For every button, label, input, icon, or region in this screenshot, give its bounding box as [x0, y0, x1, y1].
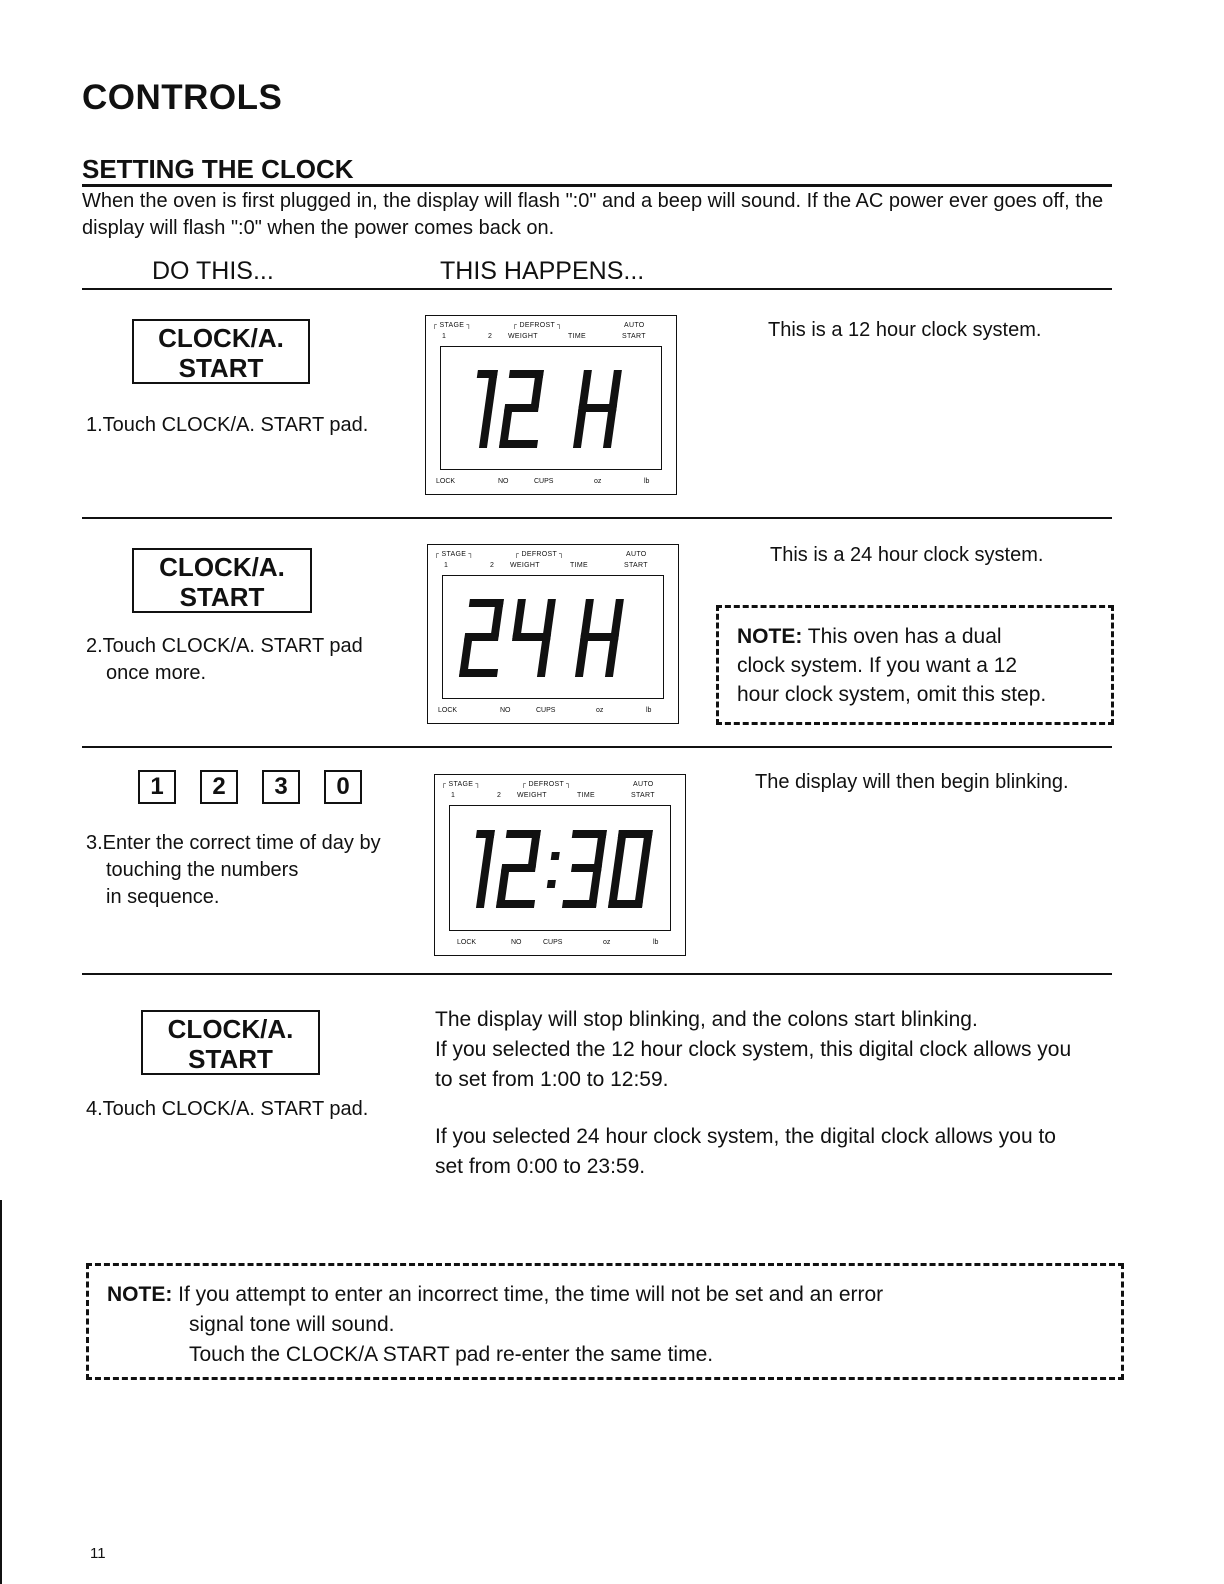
- note-label: NOTE:: [737, 625, 803, 648]
- column-rule: [82, 288, 1112, 290]
- step-4-instruction: 4.Touch CLOCK/A. START pad.: [86, 1098, 369, 1120]
- lcd-display-2: ┌ STAGE ┐ 1 2 ┌ DEFROST ┐ WEIGHT TIME AUTO START LOCK NO CUPS oz lb: [427, 544, 679, 724]
- clock-start-pad-4[interactable]: [141, 1010, 320, 1075]
- step-1-description: This is a 12 hour clock system.: [768, 319, 1042, 341]
- step-divider-3: [82, 973, 1112, 975]
- step-3-description: The display will then begin blinking.: [755, 771, 1069, 793]
- intro-text: When the oven is first plugged in, the display will flash ":0" and a beep will sound. If the AC power ever goes off, the display will flash ":0" when the power comes back on.: [82, 190, 1104, 239]
- lcd-screen: [440, 346, 662, 470]
- step-2-description: This is a 24 hour clock system.: [770, 544, 1044, 566]
- column-do-this: DO THIS...: [152, 257, 274, 285]
- lcd-readout-12h: [441, 347, 661, 469]
- number-keys: [138, 770, 378, 810]
- page-number: 11: [90, 1545, 106, 1562]
- number-key-1[interactable]: 1: [138, 770, 176, 804]
- clock-start-pad-2[interactable]: [132, 548, 312, 613]
- step-3-instruction: 3.Enter the correct time of day by touching the numbers in sequence.: [86, 832, 381, 908]
- lcd-readout-1230: [450, 806, 670, 930]
- dual-clock-note: NOTE: This oven has a dual clock system. If you want a 12 hour clock system, omit this step.: [716, 605, 1114, 725]
- clock-start-pad-1[interactable]: [132, 319, 310, 384]
- section-title: SETTING THE CLOCK: [82, 154, 354, 184]
- pad-label-line1: CLOCK/A.: [158, 323, 284, 353]
- lcd-screen: [449, 805, 671, 931]
- pad-label-line1: CLOCK/A.: [167, 1014, 294, 1044]
- step-4-description: The display will stop blinking, and the colons start blinking. If you selected the 12 hour clock system, this digital clock allows you to set from 1:00 to 12:59. If you selected 24 hour clock system, the digital clock allows you to set from 0:00 to 23:59.: [435, 1008, 1072, 1178]
- pad-label-line2: START: [188, 1044, 273, 1074]
- step-divider-1: [82, 517, 1112, 519]
- number-key-2[interactable]: 2: [200, 770, 238, 804]
- step-2-instruction: 2.Touch CLOCK/A. START pad once more.: [86, 635, 363, 684]
- lcd-display-3: ┌ STAGE ┐ 1 2 ┌ DEFROST ┐ WEIGHT TIME AUTO START LOCK NO CUPS oz lb: [434, 774, 686, 956]
- lcd-screen: [442, 575, 664, 699]
- section-rule: [82, 184, 1112, 187]
- lcd-display-1: ┌ STAGE ┐ 1 2 ┌ DEFROST ┐ WEIGHT TIME AUTO START LOCK NO CUPS oz lb: [425, 315, 677, 495]
- pad-label-line2: START: [179, 582, 265, 612]
- left-edge-line: [0, 1200, 2, 1584]
- pad-label-line2: START: [178, 353, 264, 383]
- page-title: CONTROLS: [82, 78, 283, 117]
- column-this-happens: THIS HAPPENS...: [440, 257, 645, 285]
- pad-label-line1: CLOCK/A.: [159, 552, 285, 582]
- lcd-readout-24h: [443, 576, 663, 698]
- step-1-instruction: 1.Touch CLOCK/A. START pad.: [86, 414, 369, 436]
- step-divider-2: [82, 746, 1112, 748]
- number-key-0[interactable]: 0: [324, 770, 362, 804]
- number-key-3[interactable]: 3: [262, 770, 300, 804]
- incorrect-time-note: NOTE: If you attempt to enter an incorrect time, the time will not be set and an error signal tone will sound. Touch the CLOCK/A START pad re-enter the same time.: [86, 1263, 1124, 1380]
- note-label: NOTE:: [107, 1283, 173, 1306]
